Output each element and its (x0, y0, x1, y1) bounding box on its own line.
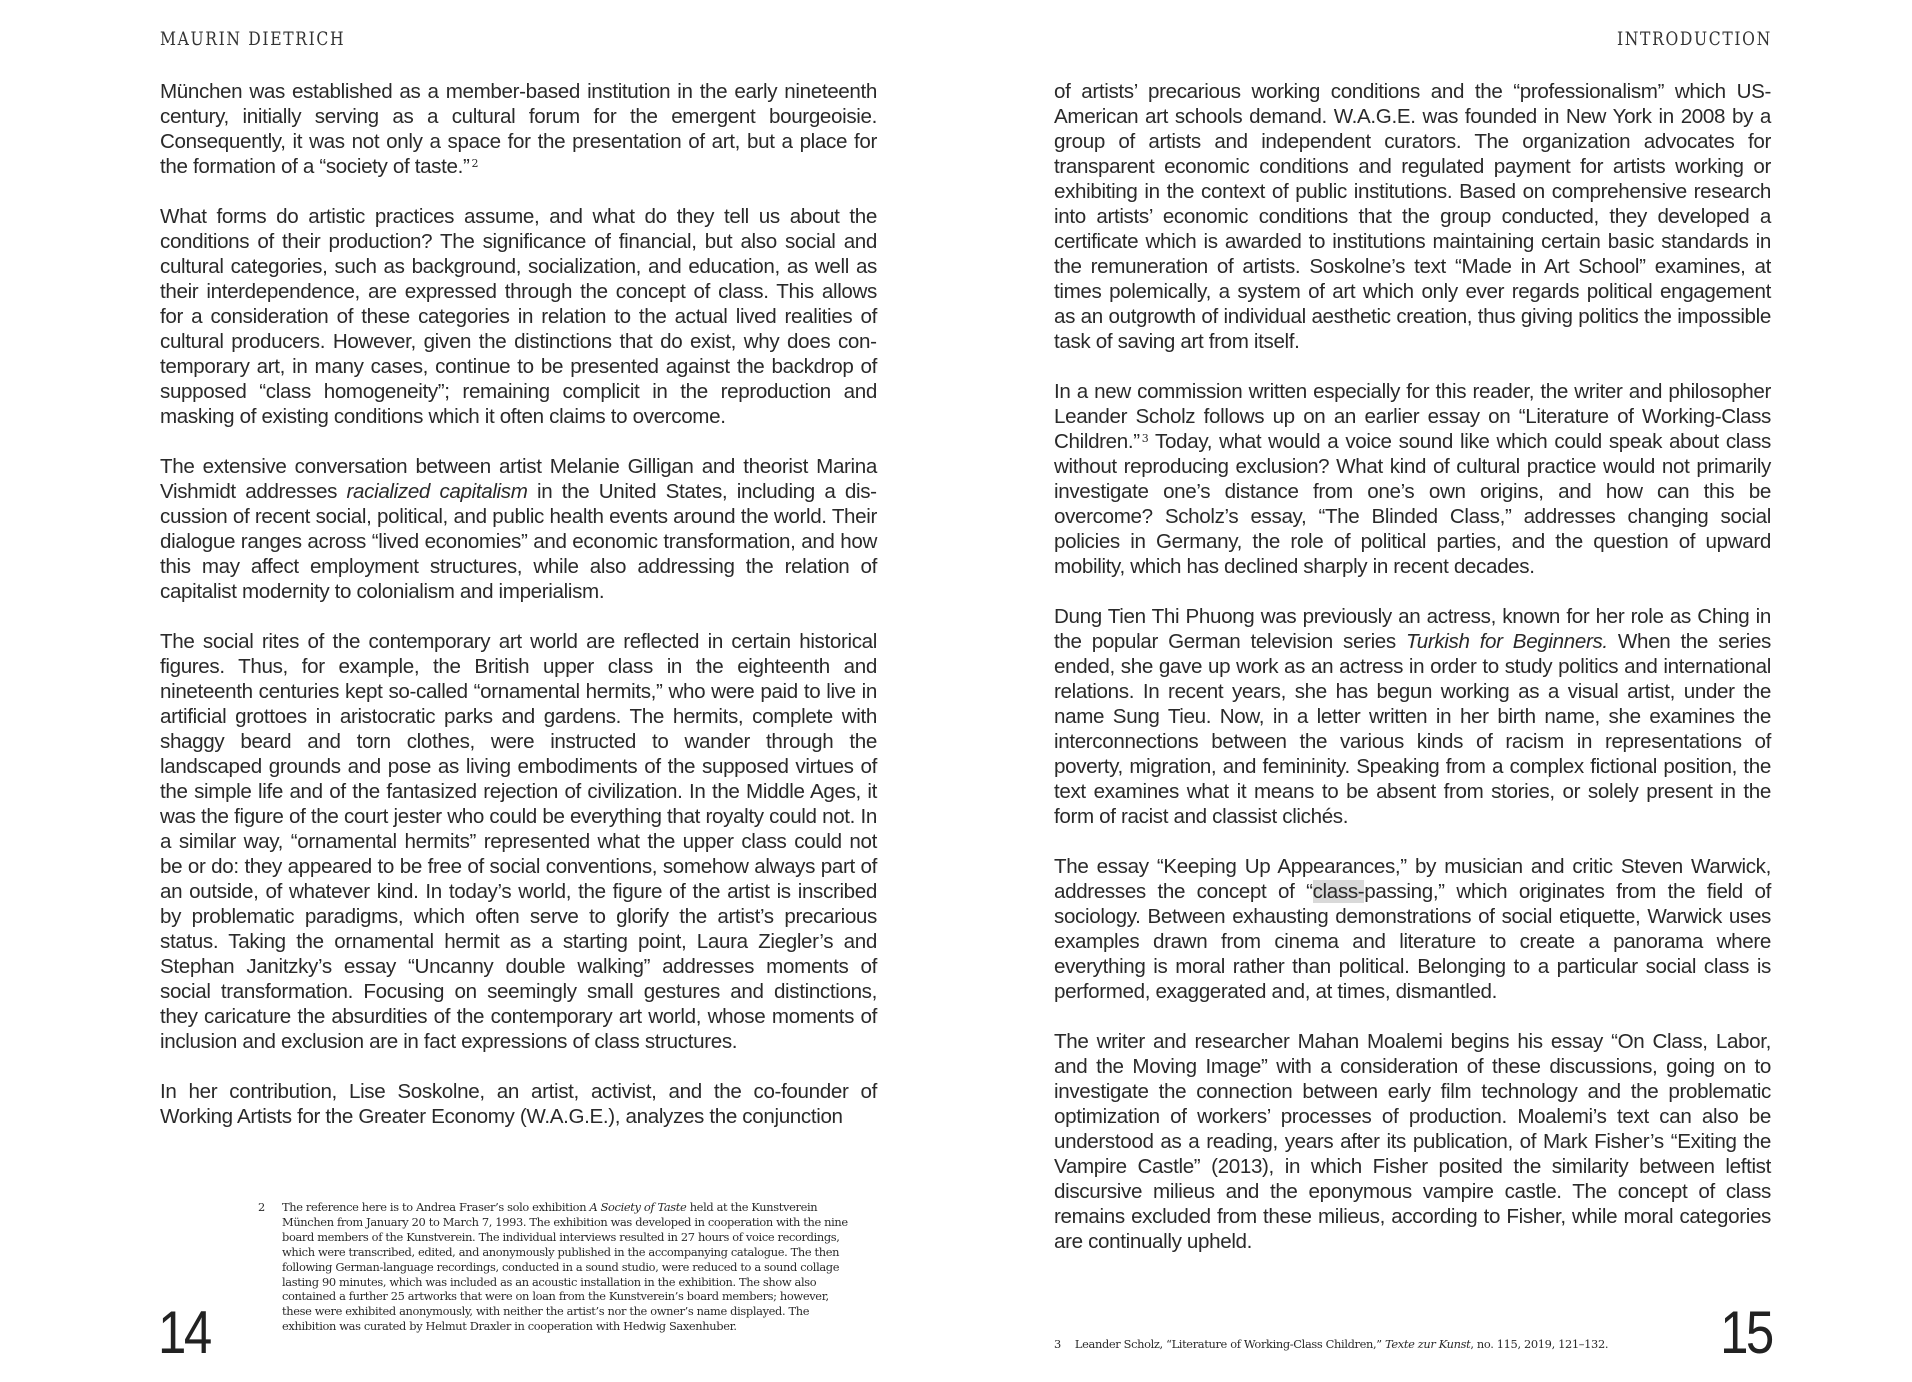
footnote-reference[interactable]: 3 (1141, 432, 1149, 445)
running-head-author: MAURIN DIETRICH (160, 28, 346, 50)
page-number-right: 15 (1720, 1299, 1772, 1366)
paragraph-text: München was established as a member-based institution in the early nineteenth century, initially serving as a cultural forum for the emergent bourgeoisie. Consequently, it was not only a space for the presentation of art, but a place for the formation of a “society of taste.” (160, 80, 877, 178)
italic-title: Turkish for Beginners. (1406, 630, 1608, 653)
footnote-text (282, 1200, 858, 1334)
footnote-text-part: The reference here is to Andrea Fraser’s solo exhibition (282, 1200, 590, 1214)
paragraph: of artists’ precarious working conditions and the “professionalism” which US-American art schools demand. W.A.G.E. was founded in New York in 2008 by a group of artists and independent curators. The organization advocates for transparent economic conditions and regulated payment for artists working or exhibiting in the context of public institutions. Based on comprehensive research into artists’ economic conditions that the group conducted, they developed a certificate which is awarded to institutions maintaining certain basic standards in the remuneration of artists. Soskolne’s text “Made in Art School” examines, at times polemically, a system of art which only ever regards political engagement as an outgrowth of individual aesthetic creation, thus giving politics the impossible task of saving art from itself. (1054, 80, 1771, 353)
paragraph-text: In a new commission written especially for this reader, the writer and philosopher Leander Scholz follows up on an earlier essay on “Literature of Working-Class Children.” (1054, 380, 1771, 453)
footnote-number: 2 (258, 1200, 265, 1214)
footnote-italic-title: A Society of Taste (589, 1200, 687, 1214)
footnote-reference[interactable]: 2 (471, 157, 479, 170)
footnote (258, 1200, 858, 1334)
footnote-text-part: Leander Scholz, “Literature of Working-Class Children,” (1074, 1337, 1386, 1351)
paragraph (160, 454, 877, 604)
footnote (1054, 1337, 1674, 1352)
footnote-text-part: , no. 115, 2019, 121–132. (1470, 1337, 1609, 1351)
paragraph: In her contribution, Lise Soskolne, an artist, activist, and the co-founder of Working Artists for the Greater Economy (W.A.G.E.), analyzes the conjunction (160, 1080, 877, 1128)
paragraph-text: Dung Tien Thi Phuong was previously an actress, known for her role as Ching in the popular German television series (1054, 605, 1771, 653)
right-page-body (1054, 79, 1771, 1254)
paragraph: The social rites of the contemporary art world are reflected in certain historical figures. Thus, for example, the British upper class in the eighteenth and nineteenth centuries kept so-called “ornamental hermits,” who were paid to live in artificial grottoes in aristocratic parks and gardens. The hermits, complete with shaggy beard and torn clothes, were instructed to wander through the landscaped grounds and pose as living embodiments of the supposed virtues of the simple life and of the fantasized rejection of civilization. In the Middle Ages, it was the figure of the court jester who could be everything that royalty could not. In a similar way, “ornamental hermits” represented what the upper class could not be or do: they appeared to be free of social conventions, somehow always part of an outside, of whatever kind. In today’s world, the figure of the artist is inscribed by problematic paradigms, which often serve to glorify the artist’s precarious status. Taking the ornamental hermit as a starting point, Laura Ziegler’s and Stephan Janitzky’s essay “Uncanny double walking” addresses moments of social transformation. Focusing on seemingly small gestures and distinctions, they caricature the absurdities of the contemporary art world, whose moments of inclusion and exclusion are in fact expressions of class structures. (160, 630, 877, 1053)
paragraph: What forms do artistic practices assume, and what do they tell us about the conditions of their production? The significance of financial, but also social and cultural categories, such as background, socialization, and education, as well as their interdependence, are expressed through the concept of class. This allows for a consideration of these categories in relation to the actual lived realities of cultural producers. However, given the distinctions that do exist, why does contemporary art, in many cases, continue to be presented against the backdrop of supposed “class homogeneity”; remaining complicit in the reproduction and masking of existing conditions which it often claims to overcome. (160, 205, 877, 428)
paragraph-text: Today, what would a voice sound like which could speak about class without reproducing exclusion? What kind of cultural practice would not primarily investigate one’s distance from one’s own origins, and how can this be overcome? Scholz’s essay, “The Blinded Class,” addresses changing social policies in Germany, the role of political parties, and the question of upward mobility, which has declined sharply in recent decades. (1054, 430, 1771, 578)
left-page-body (160, 79, 877, 1129)
paragraph-text: The essay “Keeping Up Appearances,” by musician and critic Steven Warwick, addresses the concept of “ (1054, 855, 1771, 903)
footnote-text-part: held at the Kunstverein München from January 20 to March 7, 1993. The exhibition was developed in cooperation with the nine board members of the Kunstverein. The individual interviews resulted in 27 hours of voice recordings, which were transcribed, edited, and anonymously published in the accompanying catalogue. The then following German-language recordings, conducted in a sound studio, were reduced to a sound collage lasting 90 minutes, which was included as an acoustic installation in the exhibition. The show also contained a further 25 artworks that were on loan from the Kunstverein’s board members; however, these were exhibited anonymously, with neither the artist’s nor the owner’s name displayed. The exhibition was curated by Helmut Draxler in cooperation with Hedwig Saxenhuber. (282, 1200, 848, 1334)
running-head-section: INTRODUCTION (1617, 28, 1772, 50)
paragraph-text: in the United States, including a discussion of recent social, political, and public health events around the world. Their dialogue ranges across “lived economies” and economic transformation, and how this may affect employment structures, while also addressing the relation of capitalist modernity to colonialism and imperialism. (160, 480, 878, 603)
paragraph-text: passing,” which originates from the field of sociology. Between exhausting demonstrations of social etiquette, Warwick uses examples drawn from cinema and literature to create a panorama where everything is moral rather than political. Belonging to a particular social class is performed, exaggerated and, at times, dismantled. (1054, 880, 1771, 1003)
paragraph (1054, 854, 1771, 1004)
footnote-italic-title: Texte zur Kunst (1385, 1337, 1471, 1351)
italic-term: racialized capitalism (346, 480, 528, 503)
paragraph (160, 79, 877, 179)
text-selection-highlight[interactable]: class- (1312, 880, 1365, 903)
paragraph (1054, 379, 1771, 579)
paragraph: The writer and researcher Mahan Moalemi begins his essay “On Class, Labor, and the Moving Image” with a consideration of these discussions, going on to investigate the connection between early film technology and the problematic optimization of workers’ processes of production. Moalemi’s text can also be understood as a reading, years after its publication, of Mark Fisher’s “Exiting the Vampire Castle” (2013), in which Fisher posited the similarity between leftist discursive milieus and the eponymous vampire castle. The concept of class remains excluded from these milieus, according to Fisher, while moral categories are continually upheld. (1054, 1030, 1771, 1253)
paragraph-text: When the series ended, she gave up work as an actress in order to study politics and international relations. In recent years, she has begun working as a visual artist, under the name Sung Tieu. Now, in a letter written in her birth name, she examines the interconnections between the various kinds of racism in representations of poverty, migration, and femininity. Speaking from a complex fictional position, the text examines what it means to be absent from stories, or solely present in the form of racist and classist clichés. (1054, 630, 1771, 828)
paragraph (1054, 604, 1771, 829)
footnote-number: 3 (1054, 1337, 1061, 1351)
paragraph-text: The extensive conversation between artist Melanie Gilligan and theorist Marina Vishmidt addresses (160, 455, 877, 503)
page-number-left: 14 (158, 1299, 210, 1366)
